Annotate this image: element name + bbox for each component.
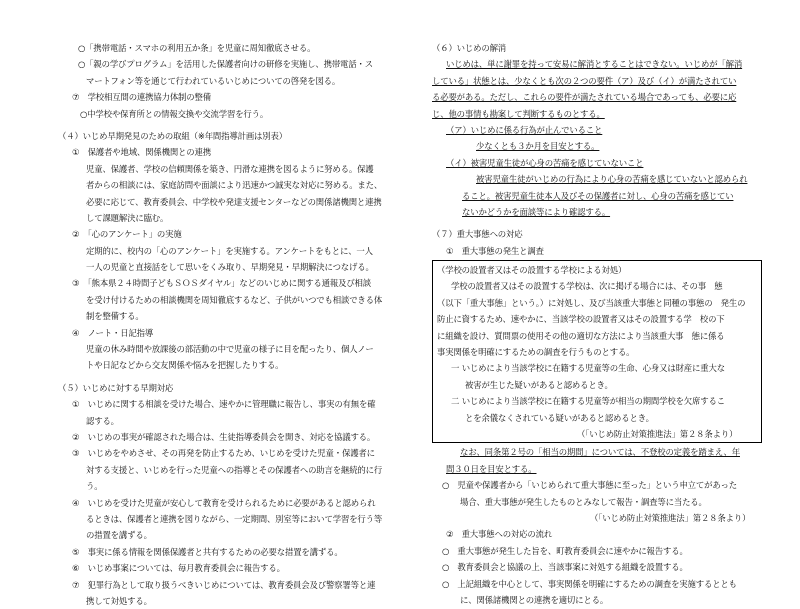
text-line: 場合、重大事態が発生したものとみなして報告・調査等に当たる。	[460, 496, 707, 507]
law-quote-line: とを余儀なくされている疑いがあると認めるとき。	[465, 412, 654, 423]
text-line: じ、他の事情も勘案して判断するものとする。	[432, 108, 605, 119]
text-line: 児童、保護者、学校の信頼関係を築き、円滑な連携を図るように努める。保護	[86, 163, 374, 174]
text-line: ○ 児童や保護者から「いじめられて重大事態に至った」という申立てがあった	[442, 480, 737, 491]
text-line: （６）いじめの解消	[432, 43, 507, 53]
text-line: して課題解決に臨む。	[86, 212, 169, 223]
text-line: ① 重大事態の発生と調査	[446, 245, 544, 256]
text-line: ○中学校や保育所との情報交換や交流学習を行う。	[80, 108, 269, 119]
text-line: ⑤ 事実に係る情報を関係保護者と共有するための必要な措置を講ずる。	[72, 546, 343, 557]
text-line: いじめは、単に謝罪を持って安易に解消とすることはできない。いじめが「解消	[446, 59, 743, 70]
text-line: う。	[86, 481, 103, 492]
text-line: （イ）被害児童生徒が心身の苦痛を感じていないこと	[446, 157, 644, 168]
text-line: ○「親の学びプログラム」を活用した保護者向けの研修を実施し、携帯電話・ス	[78, 59, 373, 70]
text-line: している」状態とは、少なくとも次の２つの要件（ア）及び（イ）が満たされてい	[432, 75, 737, 86]
law-quote-box	[432, 260, 762, 443]
law-quote-line: 防止に資するため、速やかに、当該学校の設置者又はその設置する学 校の下	[437, 314, 725, 325]
text-line: 間３０日を目安とする。	[446, 463, 537, 474]
text-line: 一人の児童と直接話をして思いをくみ取り、早期発見・早期解決につなげる。	[86, 262, 374, 273]
text-line: （ア）いじめに係る行為が止んでいること	[446, 124, 603, 135]
text-line: ② 「心のアンケート」の実施	[72, 229, 182, 240]
law-quote-line: （学校の設置者又はその設置する学校による対処）	[437, 265, 627, 276]
law-quote-line: に組織を設け、質問票の使用その他の適切な方法により当該重大事 態に係る	[437, 330, 725, 341]
text-line: トや日記などから交友関係や悩みを把握したりする。	[86, 360, 284, 371]
text-line: ① いじめに関する相談を受けた場合、速やかに管理職に報告し、事実の有無を確	[72, 399, 376, 410]
right-column	[432, 40, 762, 608]
law-quote-line: 二 いじめにより当該学校に在籍する児童等が相当の期間学校を欠席するこ	[451, 396, 725, 407]
text-line: ⑦ 犯罪行為として取り扱うべきいじめについては、教育委員会及び警察署等と連	[72, 579, 376, 590]
text-line: ② いじめの事実が確認された場合は、生徒指導委員会を開き、対応を協議する。	[72, 431, 376, 442]
right-column-top	[432, 40, 762, 259]
text-line: 認する。	[86, 415, 119, 426]
law-quote-line: （「いじめ防止対策推進法」第２８条より）	[577, 428, 738, 439]
text-line: ○ 教育委員会と協議の上、当該事案に対処する組織を設置する。	[442, 562, 688, 573]
law-quote-line: 一 いじめにより当該学校に在籍する児童等の生命、心身又は財産に重大な	[451, 363, 725, 374]
text-line: 定期的に、校内の「心のアンケート」を実施する。アンケートをもとに、一人	[86, 245, 373, 256]
text-line: 携して対処する。	[86, 595, 152, 606]
text-line: マートフォン等を通じて行われているいじめについての啓発を図る。	[86, 75, 341, 86]
law-quote-line: 事実関係を明確にするための調査を行うものとする。	[437, 347, 635, 358]
text-line: ○「携帯電話・スマホの利用五か条」を児童に周知徹底させる。	[78, 43, 316, 53]
text-line: なお、同条第２号の「相当の期間」については、不登校の定義を踏まえ、年	[460, 447, 740, 458]
text-line: ○ 上記組織を中心として、事実関係を明確にするための調査を実施するととも	[442, 578, 737, 589]
text-line: 児童の休み時間や放課後の部活動の中で児童の様子に目を配ったり、個人ノー	[86, 344, 374, 355]
text-line: 対する支援と、いじめを行った児童への指導とその保護者への助言を継続的に行	[86, 464, 383, 475]
text-line: 必要に応じて、教育委員会、中学校や発達支援センターなどの関係諸機関と連携	[86, 196, 382, 207]
text-line: ⑥ いじめ事案については、毎月教育委員会に報告する。	[72, 563, 285, 574]
text-line: 者からの相談には、家庭訪問や面談により迅速かつ誠実な対応に努める。また、	[86, 180, 383, 191]
text-line: ④ ノート・日記指導	[72, 327, 154, 338]
text-line: に、関係諸機関との連携を適切にとる。	[460, 594, 609, 605]
text-line: （「いじめ防止対策推進法」第２８条より）	[590, 512, 751, 523]
text-line: ないかどうかを面談等により確認する。	[462, 206, 611, 217]
text-line: 少なくとも３か月を目安とする。	[476, 141, 600, 152]
text-line: ⑦ 学校相互間の連携協力体制の整備	[72, 92, 211, 103]
text-line: ② 重大事態への対応の流れ	[446, 529, 553, 540]
text-line: る必要がある。ただし、これらの要件が満たされている場合であっても、必要に応	[432, 92, 737, 103]
text-line: （４）いじめ早期発見のための取組（※年間指導計画は別表）	[58, 130, 287, 141]
text-line: を受け付けるための相談機関を周知徹底するなど、子供がいつでも相談できる体	[86, 294, 383, 305]
text-line: るときは、保護者と連携を図りながら、一定期間、別室等において学習を行う等	[86, 513, 383, 524]
text-line: 被害児童生徒がいじめの行為により心身の苦痛を感じていないと認められ	[476, 174, 748, 185]
text-line: ○ 重大事態が発生した旨を、町教育委員会に速やかに報告する。	[442, 545, 688, 556]
left-column	[58, 40, 390, 609]
text-line: ③ 「熊本県２４時間子どもＳＯＳダイヤル」などのいじめに関する通報及び相談	[72, 278, 372, 289]
law-quote-line: （以下「重大事態」という。）に対処し、及び当該重大事態と同種の事態の 発生の	[437, 297, 746, 308]
text-line: （５）いじめに対する早期対応	[58, 382, 174, 393]
text-line: ④ いじめを受けた児童が安心して教育を受けられるために必要があると認められ	[72, 497, 376, 508]
text-line: 制を整備する。	[86, 311, 144, 322]
text-line: （７）重大事態への対応	[432, 229, 523, 240]
text-line: ③ いじめをやめさせ、その再発を防止するため、いじめを受けた児童・保護者に	[72, 448, 375, 459]
text-line: の措置を講ずる。	[86, 530, 152, 541]
law-quote-line: 学校の設置者又はその設置する学校は、次に掲げる場合には、その事 態	[451, 281, 723, 292]
right-column-bottom	[432, 444, 762, 608]
text-line: ① 保護者や地域、関係機関との連携	[72, 147, 211, 158]
text-line: ること。被害児童生徒本人及びその保護者に対し、心身の苦痛を感じてい	[462, 190, 734, 201]
law-quote-line: 被害が生じた疑いがあると認めるとき。	[465, 379, 613, 390]
